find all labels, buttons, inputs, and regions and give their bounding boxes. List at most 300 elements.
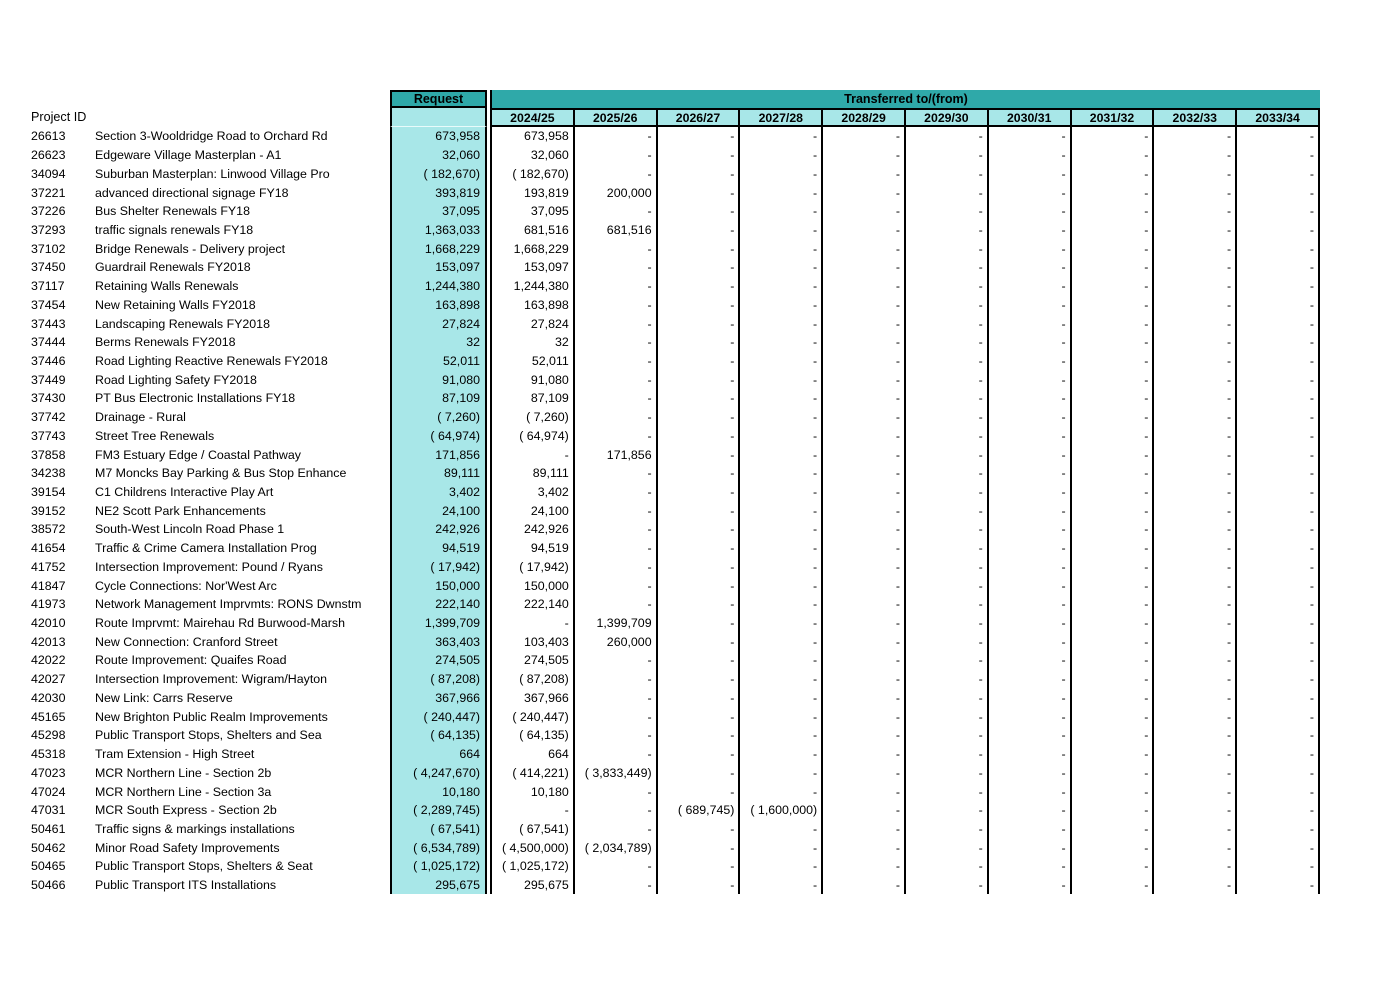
year-value-cell[interactable]: - [989,614,1072,633]
request-subheader-cell[interactable] [390,108,487,127]
year-value-cell[interactable]: - [1237,427,1320,446]
year-value-cell[interactable]: - [740,464,823,483]
year-value-cell[interactable]: - [1072,726,1155,745]
year-value-cell[interactable]: - [1154,146,1237,165]
year-value-cell[interactable]: - [1154,838,1237,857]
project-id-cell[interactable]: 41654 [31,541,66,556]
year-value-cell[interactable]: - [1072,314,1155,333]
year-value-cell[interactable]: - [989,782,1072,801]
request-value-cell[interactable]: 222,140 [390,595,487,614]
year-value-cell[interactable]: - [989,333,1072,352]
project-name-cell[interactable]: M7 Moncks Bay Parking & Bus Stop Enhance [95,466,347,481]
year-value-cell[interactable]: 52,011 [492,352,575,371]
year-value-cell[interactable]: - [906,483,989,502]
project-name-cell[interactable]: MCR Northern Line - Section 3a [95,784,272,799]
project-id-cell[interactable]: 39154 [31,485,66,500]
year-value-cell[interactable]: - [740,614,823,633]
year-value-cell[interactable]: ( 4,500,000) [492,838,575,857]
project-id-cell[interactable]: 42027 [31,672,66,687]
project-name-cell[interactable]: MCR Northern Line - Section 2b [95,765,272,780]
year-value-cell[interactable]: - [1154,370,1237,389]
year-value-cell[interactable]: - [1154,127,1237,146]
year-value-cell[interactable]: - [575,408,658,427]
year-value-cell[interactable]: - [1154,202,1237,221]
year-value-cell[interactable]: - [658,239,741,258]
request-value-cell[interactable]: 295,675 [390,876,487,895]
year-value-cell[interactable]: - [1237,258,1320,277]
year-value-cell[interactable]: - [989,745,1072,764]
year-value-cell[interactable]: - [740,127,823,146]
year-value-cell[interactable]: - [1072,408,1155,427]
project-id-cell[interactable]: 47024 [31,784,66,799]
year-value-cell[interactable]: - [1154,632,1237,651]
year-value-cell[interactable]: - [575,295,658,314]
project-id-cell[interactable]: 50465 [31,859,66,874]
year-value-cell[interactable]: - [1237,763,1320,782]
request-value-cell[interactable]: 367,966 [390,689,487,708]
year-value-cell[interactable]: - [658,614,741,633]
project-id-cell[interactable]: 37454 [31,297,66,312]
year-value-cell[interactable]: - [1237,595,1320,614]
year-value-cell[interactable]: ( 2,034,789) [575,838,658,857]
year-value-cell[interactable]: - [906,558,989,577]
year-value-cell[interactable]: - [575,389,658,408]
year-value-cell[interactable]: - [823,670,906,689]
year-value-cell[interactable]: 295,675 [492,876,575,895]
year-value-cell[interactable]: - [1237,221,1320,240]
request-value-cell[interactable]: 153,097 [390,258,487,277]
year-value-cell[interactable]: - [492,801,575,820]
year-value-cell[interactable]: - [492,614,575,633]
request-value-cell[interactable]: ( 240,447) [390,707,487,726]
project-name-cell[interactable]: Public Transport Stops, Shelters and Sea [95,728,322,743]
year-value-cell[interactable]: - [823,127,906,146]
year-value-cell[interactable]: - [989,352,1072,371]
project-name-cell[interactable]: Street Tree Renewals [95,428,215,443]
year-value-cell[interactable]: - [989,202,1072,221]
year-value-cell[interactable]: - [823,558,906,577]
year-value-cell[interactable]: - [906,258,989,277]
year-value-cell[interactable]: - [658,370,741,389]
year-value-cell[interactable]: - [1154,801,1237,820]
year-value-cell[interactable]: - [823,202,906,221]
year-value-cell[interactable]: - [740,483,823,502]
project-name-cell[interactable]: New Retaining Walls FY2018 [95,297,256,312]
year-value-cell[interactable]: - [1154,389,1237,408]
year-value-cell[interactable]: - [823,427,906,446]
year-value-cell[interactable]: - [1154,820,1237,839]
year-value-cell[interactable]: - [1072,370,1155,389]
project-id-cell[interactable]: 41973 [31,597,66,612]
year-value-cell[interactable]: - [989,726,1072,745]
year-value-cell[interactable]: - [906,445,989,464]
year-value-cell[interactable]: - [658,707,741,726]
year-value-cell[interactable]: - [1154,857,1237,876]
request-value-cell[interactable]: 1,399,709 [390,614,487,633]
year-value-cell[interactable]: - [658,258,741,277]
year-value-cell[interactable]: - [1237,408,1320,427]
year-value-cell[interactable]: - [740,352,823,371]
year-value-cell[interactable]: - [989,427,1072,446]
year-value-cell[interactable]: 87,109 [492,389,575,408]
year-value-cell[interactable]: ( 64,135) [492,726,575,745]
year-value-cell[interactable]: - [823,277,906,296]
year-value-cell[interactable]: - [1072,820,1155,839]
year-value-cell[interactable]: - [740,239,823,258]
year-value-cell[interactable]: 94,519 [492,539,575,558]
year-value-cell[interactable]: 3,402 [492,483,575,502]
year-value-cell[interactable]: - [823,801,906,820]
year-value-cell[interactable]: - [906,614,989,633]
year-value-cell[interactable]: - [823,370,906,389]
project-name-cell[interactable]: Road Lighting Reactive Renewals FY2018 [95,353,328,368]
year-value-cell[interactable]: 200,000 [575,183,658,202]
year-header-cell[interactable]: 2027/28 [740,110,823,125]
year-value-cell[interactable]: - [740,183,823,202]
year-value-cell[interactable]: - [1072,838,1155,857]
year-value-cell[interactable]: - [1237,445,1320,464]
project-name-cell[interactable]: PT Bus Electronic Installations FY18 [95,391,296,406]
year-value-cell[interactable]: - [906,164,989,183]
year-value-cell[interactable]: - [989,146,1072,165]
year-value-cell[interactable]: - [740,838,823,857]
year-value-cell[interactable]: - [1154,726,1237,745]
year-value-cell[interactable]: - [1154,782,1237,801]
year-value-cell[interactable]: - [1237,651,1320,670]
year-value-cell[interactable]: - [658,427,741,446]
year-value-cell[interactable]: - [658,745,741,764]
year-value-cell[interactable]: - [906,464,989,483]
year-value-cell[interactable]: - [989,501,1072,520]
project-name-cell[interactable]: FM3 Estuary Edge / Coastal Pathway [95,447,301,462]
year-value-cell[interactable]: - [906,689,989,708]
year-value-cell[interactable]: - [658,221,741,240]
request-value-cell[interactable]: 32 [390,333,487,352]
project-name-cell[interactable]: Minor Road Safety Improvements [95,840,280,855]
year-value-cell[interactable]: - [575,146,658,165]
request-value-cell[interactable]: 52,011 [390,352,487,371]
year-value-cell[interactable]: 274,505 [492,651,575,670]
year-value-cell[interactable]: - [575,539,658,558]
request-value-cell[interactable]: 274,505 [390,651,487,670]
year-value-cell[interactable]: ( 7,260) [492,408,575,427]
year-value-cell[interactable]: 1,668,229 [492,239,575,258]
year-value-cell[interactable]: - [1237,670,1320,689]
request-value-cell[interactable]: ( 1,025,172) [390,857,487,876]
year-value-cell[interactable]: - [823,183,906,202]
year-value-cell[interactable]: - [575,333,658,352]
request-value-cell[interactable]: 363,403 [390,632,487,651]
year-value-cell[interactable]: - [1237,370,1320,389]
year-value-cell[interactable]: - [658,520,741,539]
year-value-cell[interactable]: - [906,670,989,689]
year-value-cell[interactable]: - [823,614,906,633]
year-value-cell[interactable]: ( 67,541) [492,820,575,839]
year-value-cell[interactable]: - [989,221,1072,240]
year-value-cell[interactable]: - [823,164,906,183]
year-value-cell[interactable]: - [906,277,989,296]
year-value-cell[interactable]: - [1237,314,1320,333]
project-name-cell[interactable]: advanced directional signage FY18 [95,185,289,200]
year-value-cell[interactable]: - [906,745,989,764]
year-value-cell[interactable]: - [823,408,906,427]
year-value-cell[interactable]: ( 1,600,000) [740,801,823,820]
year-value-cell[interactable]: - [1237,239,1320,258]
year-value-cell[interactable]: - [823,295,906,314]
year-value-cell[interactable]: - [1237,295,1320,314]
year-value-cell[interactable]: - [658,295,741,314]
year-value-cell[interactable]: ( 64,974) [492,427,575,446]
project-name-cell[interactable]: Route Improvement: Quaifes Road [95,653,287,668]
year-value-cell[interactable]: - [1237,857,1320,876]
year-value-cell[interactable]: - [658,445,741,464]
year-header-cell[interactable]: 2032/33 [1154,110,1237,125]
year-value-cell[interactable]: - [1237,501,1320,520]
year-value-cell[interactable]: - [575,558,658,577]
project-id-cell[interactable]: 37226 [31,204,66,219]
year-value-cell[interactable]: - [823,314,906,333]
year-value-cell[interactable]: - [575,576,658,595]
year-value-cell[interactable]: - [1154,614,1237,633]
year-value-cell[interactable]: - [823,707,906,726]
project-id-cell[interactable]: 37430 [31,391,66,406]
request-value-cell[interactable]: 89,111 [390,464,487,483]
year-value-cell[interactable]: - [906,820,989,839]
year-value-cell[interactable]: 222,140 [492,595,575,614]
year-header-cell[interactable]: 2025/26 [575,110,658,125]
request-value-cell[interactable]: ( 182,670) [390,164,487,183]
project-name-cell[interactable]: New Brighton Public Realm Improvements [95,709,328,724]
year-value-cell[interactable]: - [1237,277,1320,296]
year-value-cell[interactable]: - [989,464,1072,483]
year-value-cell[interactable]: - [1237,801,1320,820]
year-value-cell[interactable]: - [740,221,823,240]
request-value-cell[interactable]: ( 87,208) [390,670,487,689]
year-value-cell[interactable]: - [1072,333,1155,352]
year-header-cell[interactable]: 2033/34 [1237,110,1320,125]
year-value-cell[interactable]: - [740,427,823,446]
year-value-cell[interactable]: 1,399,709 [575,614,658,633]
year-value-cell[interactable]: - [1072,670,1155,689]
year-value-cell[interactable]: - [989,539,1072,558]
project-id-cell[interactable]: 42030 [31,690,66,705]
year-value-cell[interactable]: - [575,670,658,689]
year-value-cell[interactable]: - [1237,820,1320,839]
request-value-cell[interactable]: ( 7,260) [390,408,487,427]
year-value-cell[interactable]: - [658,782,741,801]
year-value-cell[interactable]: - [1072,202,1155,221]
year-value-cell[interactable]: 10,180 [492,782,575,801]
year-value-cell[interactable]: - [575,501,658,520]
year-value-cell[interactable]: - [989,164,1072,183]
year-value-cell[interactable]: 163,898 [492,295,575,314]
year-value-cell[interactable]: 91,080 [492,370,575,389]
year-value-cell[interactable]: - [1154,876,1237,895]
year-value-cell[interactable]: - [658,164,741,183]
year-value-cell[interactable]: 27,824 [492,314,575,333]
year-value-cell[interactable]: - [1237,127,1320,146]
year-value-cell[interactable]: - [989,183,1072,202]
request-value-cell[interactable]: 150,000 [390,576,487,595]
project-name-cell[interactable]: Route Imprvmt: Mairehau Rd Burwood-Marsh [95,616,345,631]
year-value-cell[interactable]: - [823,520,906,539]
project-id-cell[interactable]: 37443 [31,316,66,331]
year-value-cell[interactable]: 673,958 [492,127,575,146]
project-id-cell[interactable]: 37102 [31,241,66,256]
request-value-cell[interactable]: 27,824 [390,314,487,333]
year-value-cell[interactable]: - [1237,745,1320,764]
year-value-cell[interactable]: - [989,820,1072,839]
year-value-cell[interactable]: - [658,558,741,577]
year-value-cell[interactable]: - [906,370,989,389]
year-value-cell[interactable]: - [740,726,823,745]
year-value-cell[interactable]: - [906,408,989,427]
year-value-cell[interactable]: - [906,183,989,202]
year-value-cell[interactable]: - [989,408,1072,427]
year-value-cell[interactable]: - [740,333,823,352]
year-value-cell[interactable]: - [1072,295,1155,314]
project-name-cell[interactable]: Edgeware Village Masterplan - A1 [95,148,282,163]
request-value-cell[interactable]: ( 64,135) [390,726,487,745]
year-value-cell[interactable]: - [1072,183,1155,202]
year-value-cell[interactable]: 1,244,380 [492,277,575,296]
year-value-cell[interactable]: - [1237,707,1320,726]
year-value-cell[interactable]: - [906,221,989,240]
year-value-cell[interactable]: - [1072,539,1155,558]
year-value-cell[interactable]: - [1154,707,1237,726]
year-value-cell[interactable]: - [989,389,1072,408]
year-value-cell[interactable]: - [658,483,741,502]
year-value-cell[interactable]: - [740,146,823,165]
year-value-cell[interactable]: - [989,763,1072,782]
year-value-cell[interactable]: - [1154,539,1237,558]
year-value-cell[interactable]: - [1237,202,1320,221]
project-name-cell[interactable]: Traffic & Crime Camera Installation Prog [95,541,317,556]
year-value-cell[interactable]: - [906,651,989,670]
project-id-cell[interactable]: 45318 [31,747,66,762]
year-value-cell[interactable]: - [1072,464,1155,483]
year-value-cell[interactable]: - [906,632,989,651]
year-value-cell[interactable]: - [658,314,741,333]
year-value-cell[interactable]: - [989,258,1072,277]
year-value-cell[interactable]: - [658,689,741,708]
year-value-cell[interactable]: - [658,127,741,146]
year-value-cell[interactable]: - [1072,427,1155,446]
request-value-cell[interactable]: 1,363,033 [390,221,487,240]
request-value-cell[interactable]: ( 4,247,670) [390,763,487,782]
year-value-cell[interactable]: - [989,689,1072,708]
request-value-cell[interactable]: 87,109 [390,389,487,408]
year-value-cell[interactable]: - [1072,576,1155,595]
request-value-cell[interactable]: 1,668,229 [390,239,487,258]
year-value-cell[interactable]: - [1072,258,1155,277]
year-value-cell[interactable]: - [1154,483,1237,502]
year-value-cell[interactable]: - [1237,333,1320,352]
year-value-cell[interactable]: - [1237,164,1320,183]
year-value-cell[interactable]: 24,100 [492,501,575,520]
year-value-cell[interactable]: 153,097 [492,258,575,277]
year-value-cell[interactable]: 242,926 [492,520,575,539]
year-value-cell[interactable]: - [823,595,906,614]
request-value-cell[interactable]: 91,080 [390,370,487,389]
year-value-cell[interactable]: - [1072,763,1155,782]
project-name-cell[interactable]: NE2 Scott Park Enhancements [95,503,266,518]
year-value-cell[interactable]: - [740,539,823,558]
project-name-cell[interactable]: Network Management Imprvmts: RONS Dwnstm [95,597,362,612]
year-value-cell[interactable]: - [1072,146,1155,165]
year-value-cell[interactable]: - [823,838,906,857]
year-value-cell[interactable]: - [658,202,741,221]
year-value-cell[interactable]: - [1154,427,1237,446]
year-value-cell[interactable]: - [1072,857,1155,876]
year-value-cell[interactable]: - [740,558,823,577]
year-value-cell[interactable]: - [989,651,1072,670]
project-name-cell[interactable]: New Link: Carrs Reserve [95,690,233,705]
year-value-cell[interactable]: - [906,576,989,595]
year-value-cell[interactable]: - [658,595,741,614]
year-value-cell[interactable]: ( 414,221) [492,763,575,782]
year-value-cell[interactable]: - [1154,464,1237,483]
year-value-cell[interactable]: - [1154,408,1237,427]
project-name-cell[interactable]: Berms Renewals FY2018 [95,335,236,350]
year-value-cell[interactable]: - [906,501,989,520]
year-value-cell[interactable]: - [1072,127,1155,146]
year-value-cell[interactable]: - [740,501,823,520]
project-name-cell[interactable]: Bus Shelter Renewals FY18 [95,204,250,219]
request-value-cell[interactable]: ( 17,942) [390,558,487,577]
project-name-cell[interactable]: Intersection Improvement: Wigram/Hayton [95,672,328,687]
year-value-cell[interactable]: - [575,745,658,764]
project-id-cell[interactable]: 34238 [31,466,66,481]
year-value-cell[interactable]: - [658,632,741,651]
request-value-cell[interactable]: 242,926 [390,520,487,539]
year-value-cell[interactable]: - [575,726,658,745]
year-value-cell[interactable]: - [1154,670,1237,689]
year-value-cell[interactable]: - [740,595,823,614]
year-value-cell[interactable]: - [1237,576,1320,595]
year-value-cell[interactable]: 664 [492,745,575,764]
project-id-cell[interactable]: 41752 [31,559,66,574]
year-value-cell[interactable]: - [906,333,989,352]
year-value-cell[interactable]: 103,403 [492,632,575,651]
year-value-cell[interactable]: ( 1,025,172) [492,857,575,876]
year-value-cell[interactable]: - [1237,183,1320,202]
year-value-cell[interactable]: - [740,202,823,221]
year-value-cell[interactable]: 89,111 [492,464,575,483]
year-value-cell[interactable]: - [989,838,1072,857]
year-value-cell[interactable]: - [740,820,823,839]
year-value-cell[interactable]: - [575,464,658,483]
project-id-cell[interactable]: 41847 [31,578,66,593]
project-name-cell[interactable]: Intersection Improvement: Pound / Ryans [95,559,323,574]
year-value-cell[interactable]: - [575,239,658,258]
year-value-cell[interactable]: - [1237,520,1320,539]
project-id-cell[interactable]: 37742 [31,410,66,425]
year-value-cell[interactable]: - [1072,352,1155,371]
year-value-cell[interactable]: - [823,632,906,651]
project-id-cell[interactable]: 37117 [31,279,65,294]
project-name-cell[interactable]: Retaining Walls Renewals [95,279,239,294]
year-value-cell[interactable]: - [823,333,906,352]
project-name-cell[interactable]: Traffic signs & markings installations [95,821,295,836]
year-value-cell[interactable]: - [1072,651,1155,670]
project-name-cell[interactable]: Tram Extension - High Street [95,747,255,762]
project-id-cell[interactable]: 47031 [31,803,66,818]
project-id-cell[interactable]: 37446 [31,353,66,368]
request-value-cell[interactable]: ( 2,289,745) [390,801,487,820]
year-value-cell[interactable]: - [1237,352,1320,371]
year-value-cell[interactable]: - [823,352,906,371]
